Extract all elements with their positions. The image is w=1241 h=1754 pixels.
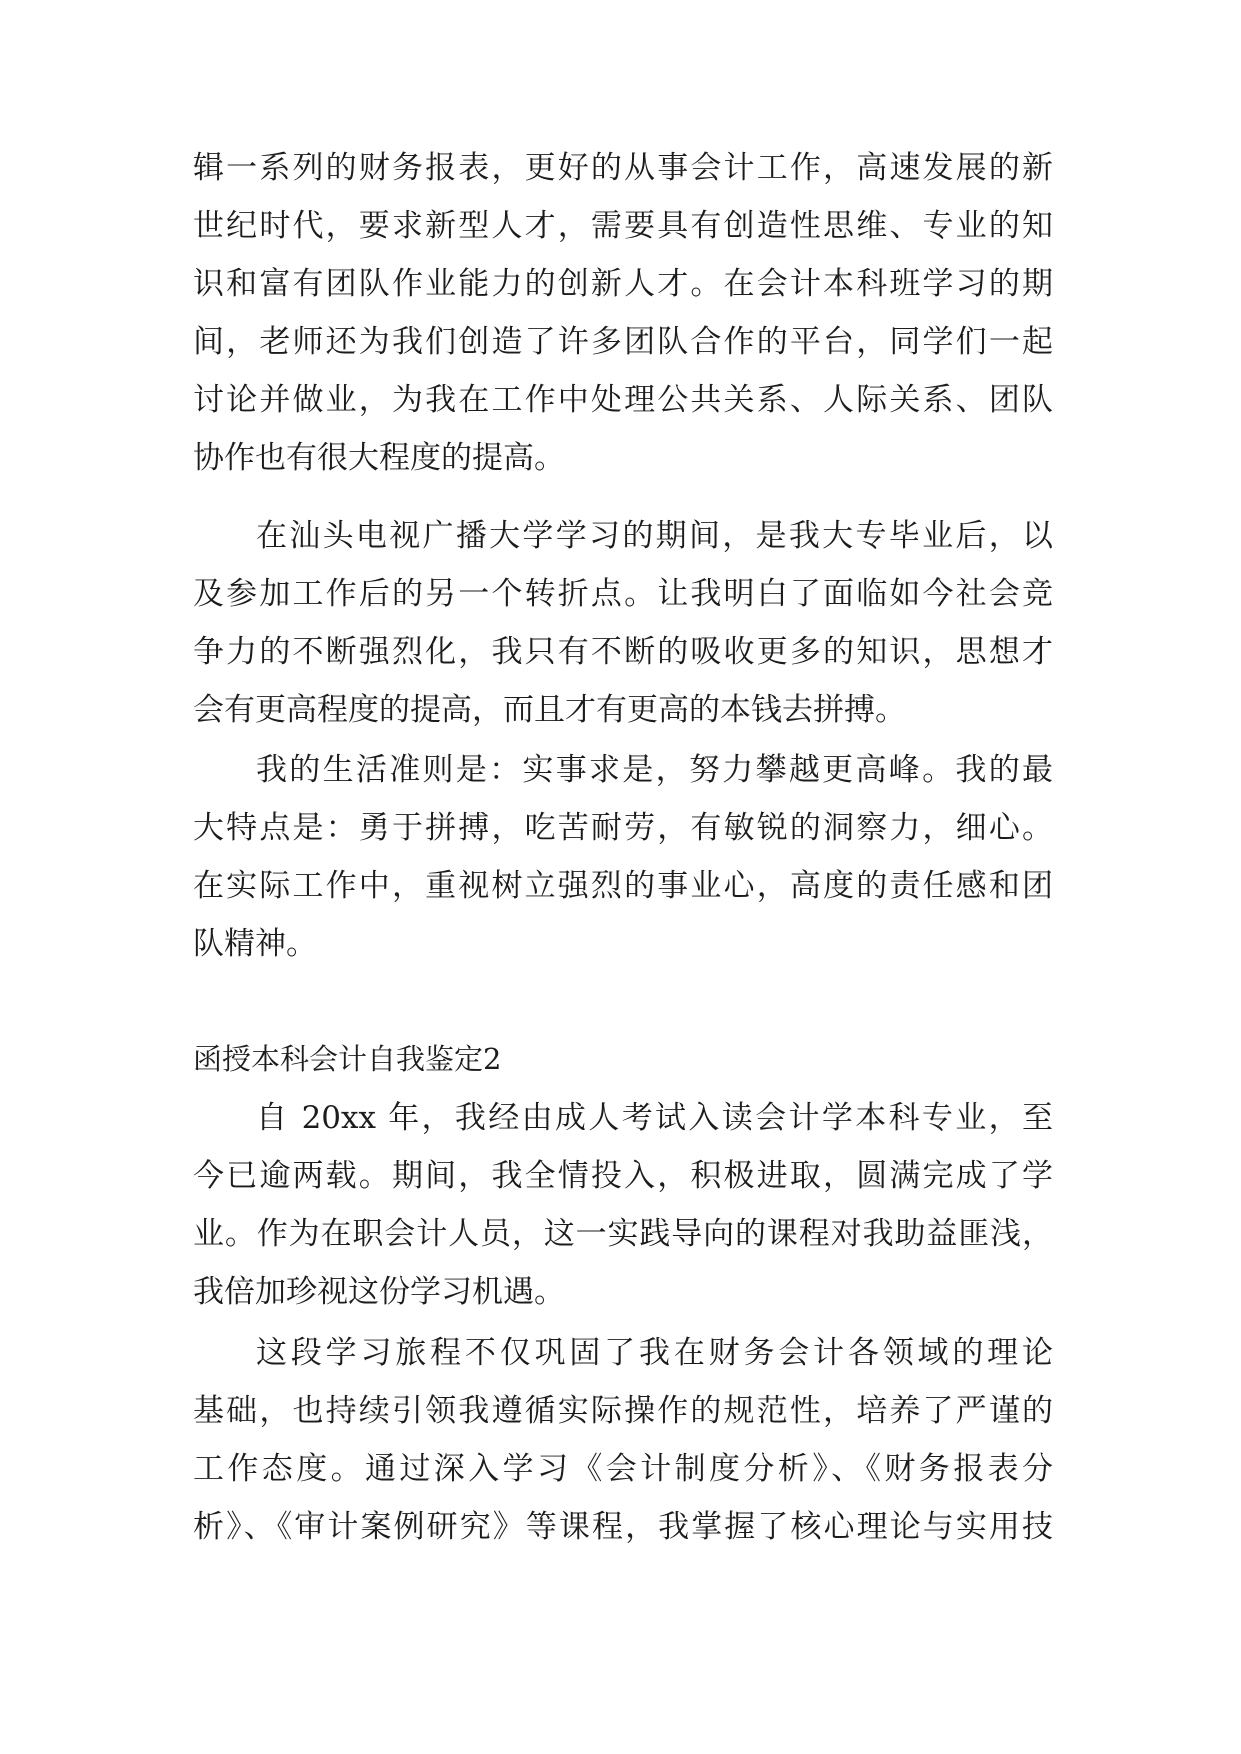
paragraph-line: 争力的不断强烈化，我只有不断的吸收更多的知识，思想才: [193, 634, 1053, 670]
paragraph-line: 析》、《审计案例研究》等课程，我掌握了核心理论与实用技: [193, 1509, 1053, 1545]
paragraph-line: 在汕头电视广播大学学习的期间，是我大专毕业后，以: [256, 518, 1053, 554]
paragraph-line: 我倍加珍视这份学习机遇。: [193, 1274, 565, 1310]
paragraph-line: 识和富有团队作业能力的创新人才。在会计本科班学习的期: [193, 266, 1053, 302]
paragraph-line: 我的生活准则是：实事求是，努力攀越更高峰。我的最: [256, 752, 1053, 788]
paragraph-line: 工作态度。通过深入学习《会计制度分析》、《财务报表分: [193, 1451, 1053, 1487]
paragraph-line: 在实际工作中，重视树立强烈的事业心，高度的责任感和团: [193, 868, 1053, 904]
paragraph-line: 辑一系列的财务报表，更好的从事会计工作，高速发展的新: [193, 150, 1053, 186]
paragraph-line: 今已逾两载。期间，我全情投入，积极进取，圆满完成了学: [193, 1158, 1053, 1194]
paragraph-line: 及参加工作后的另一个转折点。让我明白了面临如今社会竞: [193, 576, 1053, 612]
paragraph-line: 业。作为在职会计人员，这一实践导向的课程对我助益匪浅，: [193, 1216, 1053, 1252]
paragraph-line: 基础，也持续引领我遵循实际操作的规范性，培养了严谨的: [193, 1393, 1053, 1429]
paragraph-line: 会有更高程度的提高，而且才有更高的本钱去拼搏。: [193, 692, 906, 728]
paragraph-line: 讨论并做业，为我在工作中处理公共关系、人际关系、团队: [193, 382, 1053, 418]
paragraph-line: 队精神。: [193, 926, 317, 962]
paragraph-line: 大特点是：勇于拼搏，吃苦耐劳，有敏锐的洞察力，细心。: [193, 810, 1053, 846]
section-title: 函授本科会计自我鉴定2: [193, 1042, 502, 1076]
paragraph-line: 间，老师还为我们创造了许多团队合作的平台，同学们一起: [193, 324, 1053, 360]
paragraph-line: 协作也有很大程度的提高。: [193, 440, 565, 476]
paragraph-line: 自 20xx 年，我经由成人考试入读会计学本科专业，至: [256, 1100, 1053, 1136]
paragraph-line: 世纪时代，要求新型人才，需要具有创造性思维、专业的知: [193, 208, 1053, 244]
paragraph-line: 这段学习旅程不仅巩固了我在财务会计各领域的理论: [256, 1335, 1053, 1371]
